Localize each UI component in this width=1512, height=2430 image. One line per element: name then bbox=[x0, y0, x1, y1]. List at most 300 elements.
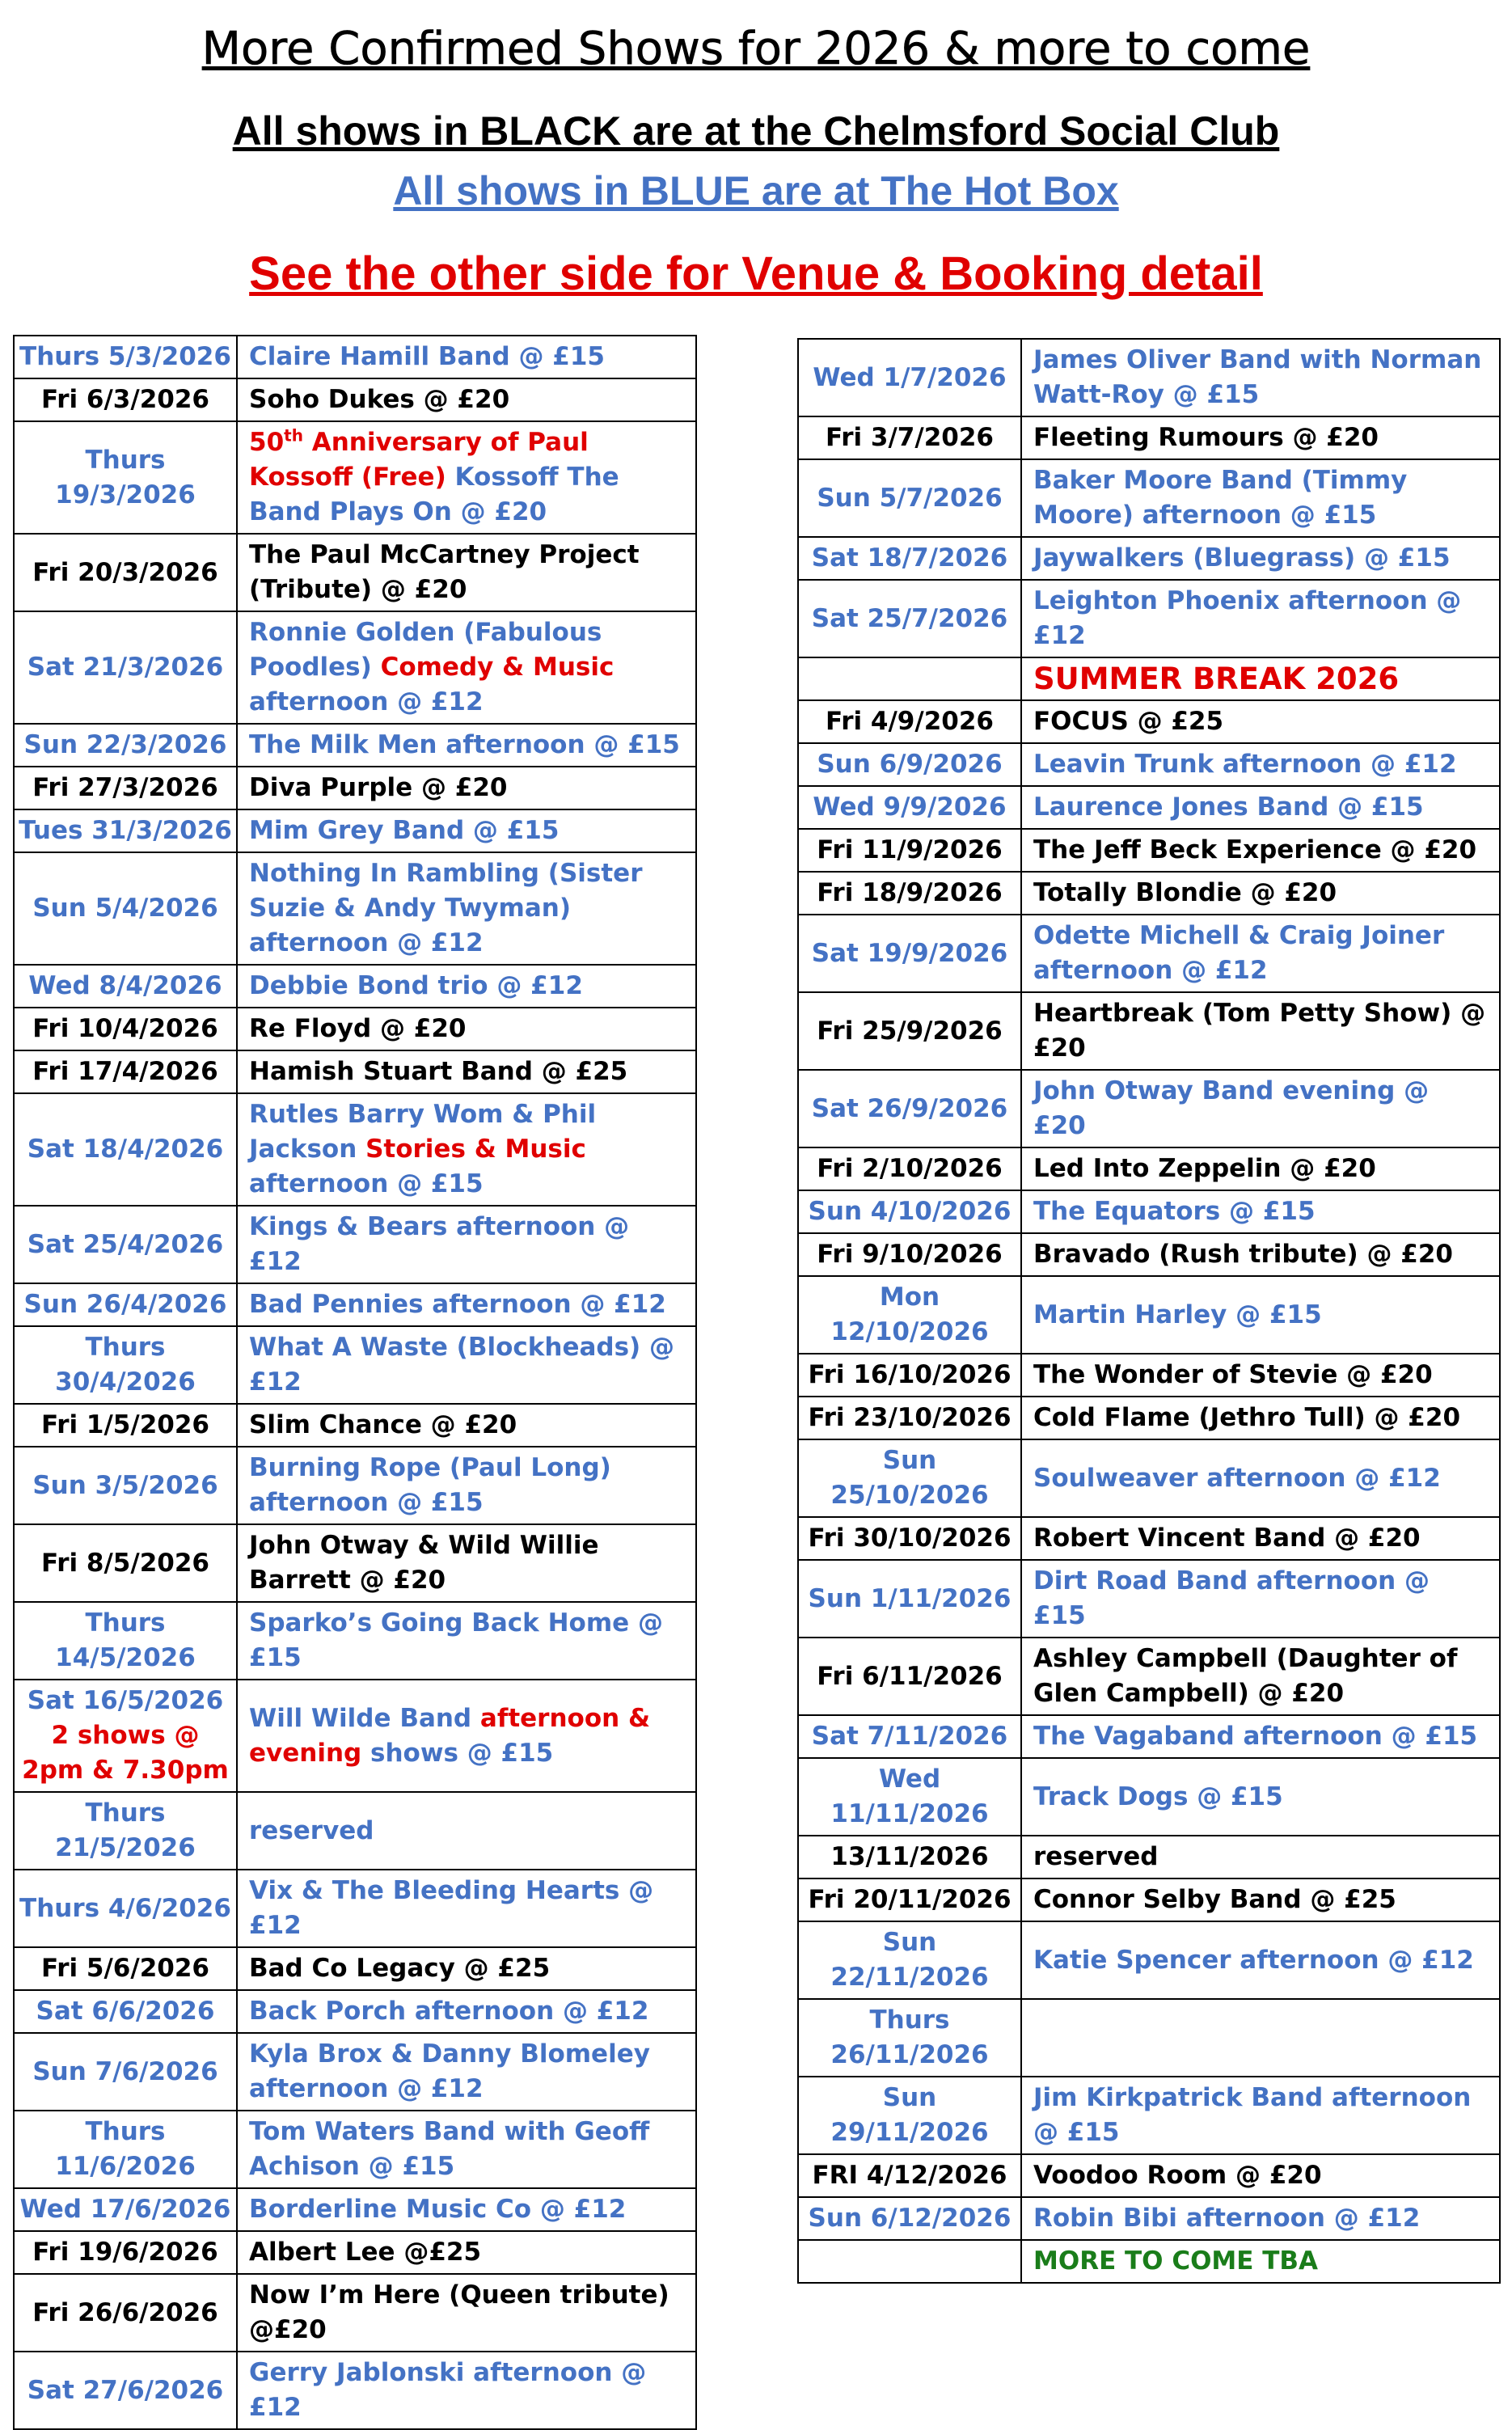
show-details bbox=[1021, 743, 1500, 786]
show-text: Back Porch afternoon @ £12 bbox=[249, 1997, 649, 2026]
show-date-text: Sat 21/3/2026 bbox=[27, 653, 224, 682]
show-row bbox=[14, 2274, 696, 2352]
show-details bbox=[237, 852, 696, 965]
show-date bbox=[14, 1050, 237, 1093]
show-text: 50 bbox=[249, 428, 285, 457]
show-date bbox=[798, 786, 1021, 829]
show-date bbox=[798, 2154, 1021, 2197]
show-row bbox=[14, 852, 696, 965]
show-date-text: Sat 6/6/2026 bbox=[36, 1997, 215, 2026]
show-details bbox=[1021, 915, 1500, 992]
show-row bbox=[14, 421, 696, 534]
show-row bbox=[798, 872, 1500, 915]
show-text: Comedy & Music bbox=[380, 653, 615, 682]
show-row bbox=[14, 1947, 696, 1990]
show-text: Katie Spencer afternoon @ £12 bbox=[1033, 1945, 1474, 1975]
show-details bbox=[237, 1947, 696, 1990]
show-text: Totally Blondie @ £20 bbox=[1033, 878, 1337, 907]
show-date bbox=[798, 1517, 1021, 1560]
show-details bbox=[237, 1404, 696, 1447]
show-date-text: Wed 8/4/2026 bbox=[28, 971, 222, 1000]
show-date-text: Fri 27/3/2026 bbox=[32, 773, 218, 802]
show-date-text: Fri 5/6/2026 bbox=[41, 1954, 209, 1983]
show-row bbox=[798, 786, 1500, 829]
show-row bbox=[798, 339, 1500, 416]
show-text: Jim Kirkpatrick Band afternoon @ £15 bbox=[1033, 2083, 1472, 2147]
show-text: The Equators @ £15 bbox=[1033, 1197, 1316, 1226]
show-date-text: Fri 3/7/2026 bbox=[826, 423, 994, 452]
show-details bbox=[1021, 829, 1500, 872]
show-details bbox=[1021, 537, 1500, 580]
show-text: Connor Selby Band @ £25 bbox=[1033, 1885, 1396, 1914]
show-details bbox=[1021, 580, 1500, 657]
show-date bbox=[798, 459, 1021, 537]
show-details bbox=[237, 2274, 696, 2352]
show-details bbox=[1021, 1878, 1500, 1921]
show-details bbox=[1021, 992, 1500, 1070]
show-date bbox=[14, 1524, 237, 1602]
show-details bbox=[237, 1792, 696, 1870]
show-text: Leighton Phoenix afternoon @ £12 bbox=[1033, 586, 1462, 650]
show-date-text: Fri 30/10/2026 bbox=[808, 1524, 1012, 1553]
show-date-text: Sun 22/11/2026 bbox=[830, 1928, 989, 1992]
show-details bbox=[237, 2188, 696, 2231]
show-text: Led Into Zeppelin @ £20 bbox=[1033, 1154, 1376, 1183]
show-text: shows @ £15 bbox=[361, 1738, 554, 1768]
show-details bbox=[237, 1093, 696, 1206]
show-date-text: Fri 18/9/2026 bbox=[817, 878, 1003, 907]
show-date bbox=[798, 1999, 1021, 2077]
show-details bbox=[1021, 786, 1500, 829]
show-date bbox=[14, 1792, 237, 1870]
show-details bbox=[1021, 1921, 1500, 1999]
show-date bbox=[798, 872, 1021, 915]
show-text: reserved bbox=[249, 1815, 374, 1845]
show-details bbox=[237, 1283, 696, 1326]
show-details bbox=[1021, 1354, 1500, 1397]
show-row bbox=[14, 336, 696, 378]
show-row bbox=[14, 534, 696, 611]
see-other-side-note: See the other side for Venue & Booking detail bbox=[249, 247, 1263, 300]
show-date bbox=[14, 534, 237, 611]
show-details bbox=[1021, 700, 1500, 743]
show-details bbox=[237, 2231, 696, 2274]
show-details bbox=[237, 809, 696, 852]
show-text: Diva Purple @ £20 bbox=[249, 773, 508, 802]
show-text: Heartbreak (Tom Petty Show) @ £20 bbox=[1033, 999, 1486, 1063]
show-date bbox=[798, 339, 1021, 416]
show-details bbox=[237, 2352, 696, 2429]
show-text: Robin Bibi afternoon @ £12 bbox=[1033, 2204, 1421, 2233]
show-date-text: Thurs 30/4/2026 bbox=[55, 1333, 196, 1397]
show-details bbox=[1021, 1715, 1500, 1758]
show-details bbox=[1021, 1397, 1500, 1439]
show-date-text: Fri 25/9/2026 bbox=[817, 1016, 1003, 1046]
show-row bbox=[798, 1354, 1500, 1397]
show-text: Cold Flame (Jethro Tull) @ £20 bbox=[1033, 1403, 1461, 1432]
show-text: What A Waste (Blockheads) @ £12 bbox=[249, 1333, 675, 1397]
show-date bbox=[798, 1836, 1021, 1878]
show-details bbox=[1021, 339, 1500, 416]
show-text: Tom Waters Band with Geoff Achison @ £15 bbox=[249, 2117, 650, 2181]
show-date-text: Sat 18/4/2026 bbox=[27, 1135, 224, 1164]
show-text: Robert Vincent Band @ £20 bbox=[1033, 1524, 1421, 1553]
show-row bbox=[798, 1836, 1500, 1878]
show-date bbox=[14, 1326, 237, 1404]
show-date-text: Sun 26/4/2026 bbox=[23, 1290, 227, 1319]
show-date bbox=[14, 2352, 237, 2429]
show-details bbox=[1021, 2197, 1500, 2240]
show-text: Borderline Music Co @ £12 bbox=[249, 2195, 627, 2224]
show-date bbox=[14, 1870, 237, 1947]
show-date-text: Thurs 19/3/2026 bbox=[55, 445, 196, 509]
show-date-text: Sat 19/9/2026 bbox=[811, 938, 1008, 968]
show-details bbox=[237, 724, 696, 767]
show-text: SUMMER BREAK 2026 bbox=[1033, 661, 1400, 696]
show-date bbox=[798, 743, 1021, 786]
show-date bbox=[14, 1947, 237, 1990]
show-row bbox=[14, 965, 696, 1008]
show-text: Leavin Trunk afternoon @ £12 bbox=[1033, 750, 1457, 779]
show-details bbox=[237, 421, 696, 534]
show-row bbox=[798, 1397, 1500, 1439]
show-text: MORE TO COME TBA bbox=[1033, 2246, 1319, 2276]
show-text: The Paul McCartney Project (Tribute) @ £20 bbox=[249, 540, 640, 604]
show-details bbox=[237, 767, 696, 809]
show-text: Bad Co Legacy @ £25 bbox=[249, 1954, 551, 1983]
show-date bbox=[14, 1404, 237, 1447]
show-row bbox=[798, 1758, 1500, 1836]
show-date-text: Sun 6/9/2026 bbox=[817, 750, 1003, 779]
show-date bbox=[14, 421, 237, 534]
show-date-text: Sun 1/11/2026 bbox=[808, 1583, 1012, 1613]
show-details bbox=[1021, 2154, 1500, 2197]
show-date bbox=[798, 1147, 1021, 1190]
show-text: th bbox=[284, 425, 303, 446]
show-date bbox=[14, 1602, 237, 1680]
show-row bbox=[798, 2240, 1500, 2283]
show-text: The Wonder of Stevie @ £20 bbox=[1033, 1360, 1433, 1389]
show-date bbox=[798, 829, 1021, 872]
show-date-text: Mon 12/10/2026 bbox=[830, 1283, 989, 1346]
show-date-text: Sun 5/7/2026 bbox=[817, 483, 1003, 513]
show-text: Laurence Jones Band @ £15 bbox=[1033, 792, 1424, 822]
show-date bbox=[798, 1354, 1021, 1397]
show-text: Baker Moore Band (Timmy Moore) afternoon @ £15 bbox=[1033, 466, 1408, 530]
show-row bbox=[798, 2154, 1500, 2197]
show-details bbox=[237, 2111, 696, 2188]
show-details bbox=[237, 534, 696, 611]
show-date bbox=[14, 1283, 237, 1326]
show-text: Claire Hamill Band @ £15 bbox=[249, 342, 605, 371]
show-text: Debbie Bond trio @ £12 bbox=[249, 971, 583, 1000]
show-date-text: Fri 23/10/2026 bbox=[808, 1403, 1012, 1432]
show-date bbox=[14, 1447, 237, 1524]
show-date bbox=[798, 1233, 1021, 1276]
show-date-text: Fri 17/4/2026 bbox=[32, 1057, 218, 1086]
show-details bbox=[1021, 1638, 1500, 1715]
show-row bbox=[14, 1870, 696, 1947]
show-row bbox=[14, 1602, 696, 1680]
show-date bbox=[14, 767, 237, 809]
show-text: John Otway Band evening @ £20 bbox=[1033, 1076, 1430, 1140]
page-title: More Confirmed Shows for 2026 & more to come bbox=[201, 23, 1311, 75]
show-date bbox=[14, 2231, 237, 2274]
show-row bbox=[14, 611, 696, 724]
show-details bbox=[237, 1870, 696, 1947]
show-row bbox=[798, 2077, 1500, 2154]
show-date bbox=[798, 992, 1021, 1070]
show-date bbox=[14, 2033, 237, 2111]
show-row bbox=[14, 1050, 696, 1093]
show-details bbox=[237, 1447, 696, 1524]
show-row bbox=[798, 1560, 1500, 1638]
show-date-text: Sat 27/6/2026 bbox=[27, 2375, 224, 2405]
show-details bbox=[237, 1680, 696, 1792]
show-date-text: FRI 4/12/2026 bbox=[812, 2161, 1007, 2190]
show-date bbox=[798, 1190, 1021, 1233]
show-date bbox=[798, 915, 1021, 992]
show-date-text: Fri 10/4/2026 bbox=[32, 1014, 218, 1043]
show-date-text: Thurs 21/5/2026 bbox=[55, 1798, 196, 1862]
show-text: The Vagaband afternoon @ £15 bbox=[1033, 1722, 1478, 1751]
show-row bbox=[14, 1283, 696, 1326]
show-date bbox=[14, 1990, 237, 2033]
show-date bbox=[798, 537, 1021, 580]
show-date bbox=[14, 378, 237, 421]
show-text: Mim Grey Band @ £15 bbox=[249, 816, 560, 845]
show-details bbox=[237, 1050, 696, 1093]
show-date-text: Fri 19/6/2026 bbox=[32, 2238, 218, 2267]
show-details bbox=[1021, 1836, 1500, 1878]
show-text: Fleeting Rumours @ £20 bbox=[1033, 423, 1379, 452]
show-details bbox=[1021, 1276, 1500, 1354]
show-date-text: Fri 20/3/2026 bbox=[32, 557, 218, 587]
show-text: Rutles Barry Wom & Phil Jackson bbox=[249, 1100, 597, 1164]
show-date bbox=[798, 1070, 1021, 1147]
show-text: Burning Rope (Paul Long) afternoon @ £15 bbox=[249, 1453, 611, 1517]
show-row bbox=[798, 1233, 1500, 1276]
show-text: James Oliver Band with Norman Watt-Roy @ £15 bbox=[1033, 345, 1482, 409]
shows-table-right bbox=[797, 338, 1501, 2284]
show-row bbox=[14, 1447, 696, 1524]
show-text: Now I’m Here (Queen tribute) @£20 bbox=[249, 2280, 669, 2344]
show-date bbox=[798, 657, 1021, 700]
show-date-text: Sun 6/12/2026 bbox=[808, 2204, 1012, 2233]
show-date bbox=[14, 2111, 237, 2188]
show-row bbox=[14, 767, 696, 809]
show-text: Ronnie Golden (Fabulous Poodles) bbox=[249, 618, 602, 682]
show-text: Albert Lee @£25 bbox=[249, 2238, 482, 2267]
show-details bbox=[237, 611, 696, 724]
show-row bbox=[798, 1070, 1500, 1147]
show-row bbox=[14, 2231, 696, 2274]
show-text: Slim Chance @ £20 bbox=[249, 1410, 517, 1439]
show-date-text: Sun 7/6/2026 bbox=[32, 2056, 218, 2086]
show-text: reserved bbox=[1033, 1842, 1159, 1871]
show-text: Voodoo Room @ £20 bbox=[1033, 2161, 1322, 2190]
show-date-text: 13/11/2026 bbox=[830, 1842, 989, 1871]
show-details bbox=[1021, 2240, 1500, 2283]
show-row bbox=[14, 1206, 696, 1283]
show-row bbox=[798, 743, 1500, 786]
show-text: Odette Michell & Craig Joiner afternoon @ £12 bbox=[1033, 921, 1445, 985]
show-date-text: Sun 5/4/2026 bbox=[32, 894, 218, 923]
show-row bbox=[798, 992, 1500, 1070]
show-row bbox=[14, 1792, 696, 1870]
show-row bbox=[14, 1404, 696, 1447]
show-text: The Milk Men afternoon @ £15 bbox=[249, 730, 680, 759]
shows-table-left bbox=[13, 335, 697, 2430]
show-date-text: Sat 26/9/2026 bbox=[811, 1093, 1008, 1123]
show-text: Bad Pennies afternoon @ £12 bbox=[249, 1290, 666, 1319]
show-row bbox=[798, 1147, 1500, 1190]
show-text: Gerry Jablonski afternoon @ £12 bbox=[249, 2358, 647, 2422]
show-date-text: Fri 6/11/2026 bbox=[817, 1661, 1003, 1691]
show-details bbox=[237, 1326, 696, 1404]
show-row bbox=[798, 1878, 1500, 1921]
show-row bbox=[798, 1439, 1500, 1517]
show-date-text: Sat 18/7/2026 bbox=[811, 543, 1008, 573]
show-date-text: Thurs 11/6/2026 bbox=[55, 2117, 196, 2181]
show-row bbox=[798, 1715, 1500, 1758]
show-details bbox=[1021, 1999, 1500, 2077]
show-date-text: Sat 25/7/2026 bbox=[811, 603, 1008, 633]
show-date bbox=[798, 1921, 1021, 1999]
blue-venue-note: All shows in BLUE are at The Hot Box bbox=[393, 168, 1119, 213]
show-row bbox=[798, 2197, 1500, 2240]
show-text: John Otway & Wild Willie Barrett @ £20 bbox=[249, 1531, 599, 1595]
show-date-text: Thurs 14/5/2026 bbox=[55, 1608, 196, 1672]
show-date-text: Thurs 5/3/2026 bbox=[19, 342, 231, 371]
show-text: Kings & Bears afternoon @ £12 bbox=[249, 1212, 630, 1276]
show-details bbox=[1021, 1758, 1500, 1836]
show-date-text: Fri 2/10/2026 bbox=[817, 1154, 1003, 1183]
show-date-text: Wed 9/9/2026 bbox=[813, 792, 1007, 822]
show-details bbox=[237, 1008, 696, 1050]
show-date bbox=[798, 1397, 1021, 1439]
show-row bbox=[798, 1190, 1500, 1233]
show-date-text: Fri 1/5/2026 bbox=[41, 1410, 209, 1439]
show-date-text: Sun 25/10/2026 bbox=[830, 1446, 989, 1510]
show-date bbox=[14, 2274, 237, 2352]
show-date-text: Fri 4/9/2026 bbox=[826, 707, 994, 736]
show-row bbox=[14, 378, 696, 421]
show-details bbox=[237, 965, 696, 1008]
show-date-text: Fri 11/9/2026 bbox=[817, 835, 1003, 864]
show-row bbox=[14, 1093, 696, 1206]
show-date bbox=[14, 809, 237, 852]
show-details bbox=[237, 2033, 696, 2111]
show-text: afternoon @ £15 bbox=[249, 1169, 484, 1198]
show-details bbox=[237, 336, 696, 378]
show-row bbox=[14, 1326, 696, 1404]
show-row bbox=[14, 2188, 696, 2231]
show-details bbox=[1021, 1190, 1500, 1233]
show-date-text: Sun 4/10/2026 bbox=[808, 1197, 1012, 1226]
show-row bbox=[14, 1680, 696, 1792]
show-details bbox=[1021, 657, 1500, 700]
show-row bbox=[798, 1921, 1500, 1999]
show-date-text: Fri 6/3/2026 bbox=[41, 385, 209, 414]
show-date-text: Tues 31/3/2026 bbox=[19, 816, 232, 845]
show-text: Jaywalkers (Bluegrass) @ £15 bbox=[1033, 543, 1451, 573]
show-row bbox=[14, 1524, 696, 1602]
show-date-text: Sat 7/11/2026 bbox=[811, 1722, 1008, 1751]
show-details bbox=[1021, 1439, 1500, 1517]
show-row bbox=[798, 1517, 1500, 1560]
show-details bbox=[1021, 2077, 1500, 2154]
show-date bbox=[798, 1276, 1021, 1354]
show-date bbox=[798, 700, 1021, 743]
show-text: Kossoff The Band Plays On @ £20 bbox=[249, 463, 619, 526]
show-date-text: Fri 9/10/2026 bbox=[817, 1240, 1003, 1269]
show-date bbox=[14, 2188, 237, 2231]
show-text: afternoon @ £12 bbox=[249, 687, 484, 716]
show-row bbox=[14, 2352, 696, 2429]
show-text: Sparko’s Going Back Home @ £15 bbox=[249, 1608, 663, 1672]
show-row bbox=[14, 724, 696, 767]
show-details bbox=[1021, 1517, 1500, 1560]
show-date bbox=[798, 1439, 1021, 1517]
show-row bbox=[14, 2111, 696, 2188]
show-text: FOCUS @ £25 bbox=[1033, 707, 1224, 736]
show-row bbox=[798, 657, 1500, 700]
show-date-text: Fri 8/5/2026 bbox=[41, 1548, 209, 1578]
show-date-text: Sun 22/3/2026 bbox=[23, 730, 227, 759]
show-date bbox=[14, 611, 237, 724]
show-date-text: Thurs 4/6/2026 bbox=[19, 1893, 231, 1923]
show-text: Nothing In Rambling (Sister Suzie & Andy Twyman) afternoon @ £12 bbox=[249, 859, 643, 957]
show-row bbox=[798, 416, 1500, 459]
show-date bbox=[798, 416, 1021, 459]
show-date bbox=[14, 852, 237, 965]
show-date bbox=[798, 2197, 1021, 2240]
show-text: Vix & The Bleeding Hearts @ £12 bbox=[249, 1876, 654, 1940]
show-date bbox=[798, 1758, 1021, 1836]
show-details bbox=[1021, 459, 1500, 537]
show-row bbox=[14, 2033, 696, 2111]
show-date bbox=[798, 2077, 1021, 2154]
show-date bbox=[14, 336, 237, 378]
show-details bbox=[237, 1602, 696, 1680]
show-text: Stories & Music bbox=[365, 1135, 586, 1164]
show-text: Kyla Brox & Danny Blomeley afternoon @ £12 bbox=[249, 2039, 650, 2103]
show-text: Anniversary of Paul Kossoff (Free) bbox=[249, 428, 589, 492]
show-details bbox=[237, 378, 696, 421]
show-date bbox=[798, 1878, 1021, 1921]
show-details bbox=[237, 1206, 696, 1283]
show-details bbox=[1021, 1070, 1500, 1147]
show-text: Hamish Stuart Band @ £25 bbox=[249, 1057, 628, 1086]
show-text: Will Wilde Band bbox=[249, 1703, 480, 1733]
show-row bbox=[798, 1999, 1500, 2077]
show-text: Soulweaver afternoon @ £12 bbox=[1033, 1463, 1441, 1493]
show-text: Soho Dukes @ £20 bbox=[249, 385, 510, 414]
show-details bbox=[1021, 872, 1500, 915]
show-date bbox=[14, 965, 237, 1008]
show-date-text: Thurs 26/11/2026 bbox=[830, 2005, 989, 2069]
show-date-text: Fri 26/6/2026 bbox=[32, 2297, 218, 2327]
show-date bbox=[14, 1680, 237, 1792]
show-date-extra: 2 shows @ 2pm & 7.30pm bbox=[22, 1721, 229, 1785]
show-date bbox=[14, 1008, 237, 1050]
show-row bbox=[14, 809, 696, 852]
show-date bbox=[798, 1638, 1021, 1715]
show-date-text: Fri 20/11/2026 bbox=[808, 1885, 1012, 1914]
show-details bbox=[1021, 1147, 1500, 1190]
show-row bbox=[798, 829, 1500, 872]
